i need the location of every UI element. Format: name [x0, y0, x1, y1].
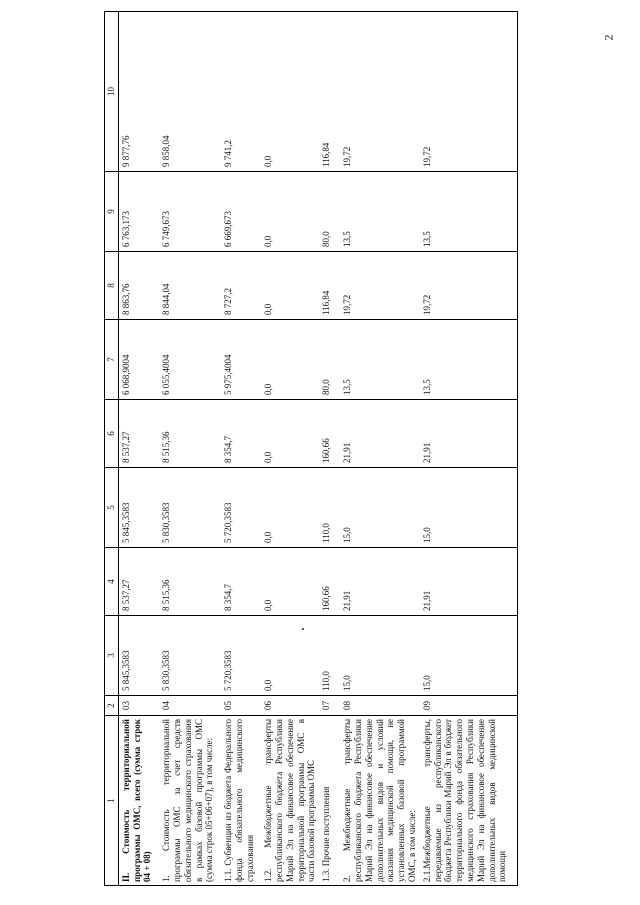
cell-value: 6 068,9004 — [118, 320, 159, 400]
cell-value: 0,0 — [261, 12, 319, 172]
header-cell: 10 — [105, 12, 119, 172]
cell-value: 8 844,04 — [159, 252, 221, 320]
row-code: 08 — [340, 696, 420, 716]
header-cell: 3 — [105, 616, 119, 696]
cell-value: 0,0 — [261, 172, 319, 252]
cell-value: 0,0 — [261, 400, 319, 468]
header-cell: 2 — [105, 696, 119, 716]
cell-value: 5 720,3583 — [221, 616, 261, 696]
page-number: 2 — [601, 34, 616, 41]
header-cell: 8 — [105, 252, 119, 320]
cell-value: 5 720,3583 — [221, 468, 261, 548]
header-row — [105, 12, 119, 886]
row-name: 2.1.Межбюджетные трансферты, передаваемые из республиканского бюджета Республики Марий Эл в бюджет территориального фонда обязательного медицинского страхования Республики Марий Эл на финансовое обеспечение дополнительных видов медицинской помощи — [420, 716, 518, 886]
cell-value: 19,72 — [420, 252, 518, 320]
row-code: 06 — [261, 696, 319, 716]
cell-value: 80,0 — [319, 320, 340, 400]
cell-value: 6 669,673 — [221, 172, 261, 252]
cell-value: 15,0 — [420, 616, 518, 696]
cell-value: 8 515,36 — [159, 548, 221, 616]
row-name: 1.2. Межбюджетные трансферты республиканского бюджета Республики Марий Эл на финансовое обеспечение территориальной программы ОМС в части базовой программы ОМС — [261, 716, 319, 886]
row-code: 07 — [319, 696, 340, 716]
row-code: 05 — [221, 696, 261, 716]
cell-value: 8 515,36 — [159, 400, 221, 468]
cell-value: 21,91 — [420, 400, 518, 468]
cell-value: 9 877,76 — [118, 12, 159, 172]
cell-value: 5 845,3583 — [118, 468, 159, 548]
cell-value: 6 055,4004 — [159, 320, 221, 400]
cell-value: 0,0 — [261, 548, 319, 616]
cell-value: 13,5 — [340, 172, 420, 252]
cell-value: 0,0 — [261, 468, 319, 548]
table-row — [118, 12, 159, 886]
cell-value: 0,0 — [261, 320, 319, 400]
cell-value: 19,72 — [340, 252, 420, 320]
cell-value: 116,84 — [319, 12, 340, 172]
header-cell: 6 — [105, 400, 119, 468]
rotated-table-container — [104, 32, 516, 886]
header-cell: 9 — [105, 172, 119, 252]
row-code: 04 — [159, 696, 221, 716]
cell-value: 8 537,27 — [118, 400, 159, 468]
cell-value: 5 975,4004 — [221, 320, 261, 400]
header-cell: 7 — [105, 320, 119, 400]
cell-value: 160,66 — [319, 548, 340, 616]
cell-value: 8 727,2 — [221, 252, 261, 320]
cell-value: 15,0 — [420, 468, 518, 548]
table-row — [159, 12, 221, 886]
header-cell: 1 — [105, 716, 119, 886]
cell-value: 8 354,7 — [221, 400, 261, 468]
row-code: 09 — [420, 696, 518, 716]
cell-value: 19,72 — [420, 12, 518, 172]
cell-value: 21,91 — [420, 548, 518, 616]
cell-value: 8 354,7 — [221, 548, 261, 616]
cell-value: 19,72 — [340, 12, 420, 172]
cell-value: 15,0 — [340, 616, 420, 696]
table-row — [340, 12, 420, 886]
row-name: 1. Стоимость территориальной программы ОМС за счет средств обязательного медицинского страхования в рамках базовой программы ОМС (сумма строк 05+06+07), в том числе: — [159, 716, 221, 886]
cell-value: 5 830,3583 — [159, 616, 221, 696]
header-cell: 4 — [105, 548, 119, 616]
cell-value: 9 741,2 — [221, 12, 261, 172]
cell-value: 13,5 — [420, 320, 518, 400]
cell-value: 0,0 — [261, 616, 319, 696]
cell-value: 8 863,76 — [118, 252, 159, 320]
cell-value: 110,0 — [319, 616, 340, 696]
cell-value: 116,84 — [319, 252, 340, 320]
row-name: 1.3. Прочие поступления — [319, 716, 340, 886]
table-row — [261, 12, 319, 886]
cell-value: 15,0 — [340, 468, 420, 548]
cell-value: 6 749,673 — [159, 172, 221, 252]
cell-value: 110,0 — [319, 468, 340, 548]
row-code: 03 — [118, 696, 159, 716]
header-cell: 5 — [105, 468, 119, 548]
table-row — [420, 12, 518, 886]
cell-value: 80,0 — [319, 172, 340, 252]
cell-value: 5 830,3583 — [159, 468, 221, 548]
cell-value: 6 763,173 — [118, 172, 159, 252]
financial-table — [104, 11, 518, 886]
cell-value: 160,66 — [319, 400, 340, 468]
cell-value: 9 858,04 — [159, 12, 221, 172]
cell-value: 21,91 — [340, 548, 420, 616]
table-row — [319, 12, 340, 886]
cell-value: 5 845,3583 — [118, 616, 159, 696]
row-name: 2. Межбюджетные трансферты республиканского бюджета Республики Марий Эл на финансовое обеспечение дополнительных видов и условий оказания медицинской помощи, не установленных базовой программой ОМС, в том числе: — [340, 716, 420, 886]
table-row — [221, 12, 261, 886]
cell-value: 13,5 — [420, 172, 518, 252]
cell-value: 0,0 — [261, 252, 319, 320]
cell-value: 21,91 — [340, 400, 420, 468]
row-name: 1.1. Субвенции из бюджета Федерального фонда обязательного медицинского страхования — [221, 716, 261, 886]
cell-value: 13,5 — [340, 320, 420, 400]
row-name: II. Стоимость территориальной программы ОМС, всего (сумма строк 04 + 08) — [118, 716, 159, 886]
cell-value: 8 537,27 — [118, 548, 159, 616]
